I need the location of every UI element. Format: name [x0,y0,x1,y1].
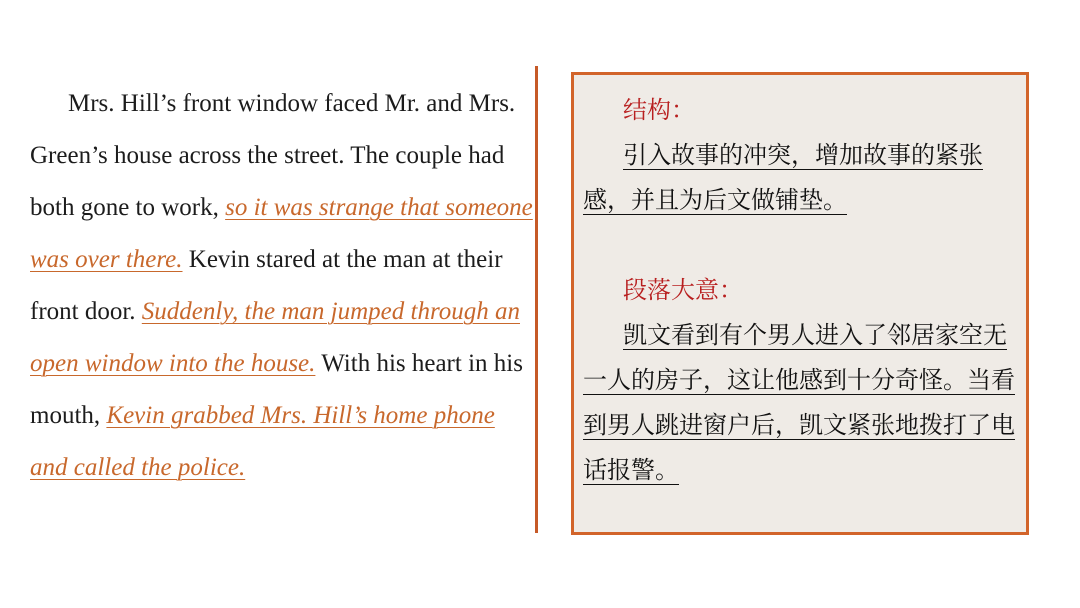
analysis-box [571,72,1029,535]
summary-text: 凯文看到有个男人进入了邻居家空无一人的房子，这让他感到十分奇怪。当看到男人跳进窗户后，凯文紧张地拨打了电话报警。 [583,321,1015,484]
passage-text-3: With his heart in his mouth, [30,350,523,429]
spacer [583,223,1025,268]
highlight-called-police: Kevin grabbed Mrs. Hill’s home phone and called the police. [30,402,495,481]
structure-text: 引入故事的冲突，增加故事的紧张感，并且为后文做铺垫。 [583,141,983,214]
structure-heading: 结构： [623,96,695,124]
highlight-strange: so it was strange that someone was over there. [30,194,533,273]
passage-text-2: Kevin stared at the man at their front door. [30,246,503,325]
highlight-jumped: Suddenly, the man jumped through an open window into the house. [30,298,520,377]
story-passage [30,78,535,494]
passage-text-1: Mrs. Hill’s front window faced Mr. and Mrs. Green’s house across the street. The couple had both gone to work, [30,90,516,221]
vertical-divider [535,66,538,533]
summary-heading: 段落大意： [623,276,743,304]
analysis-content [583,88,1025,493]
